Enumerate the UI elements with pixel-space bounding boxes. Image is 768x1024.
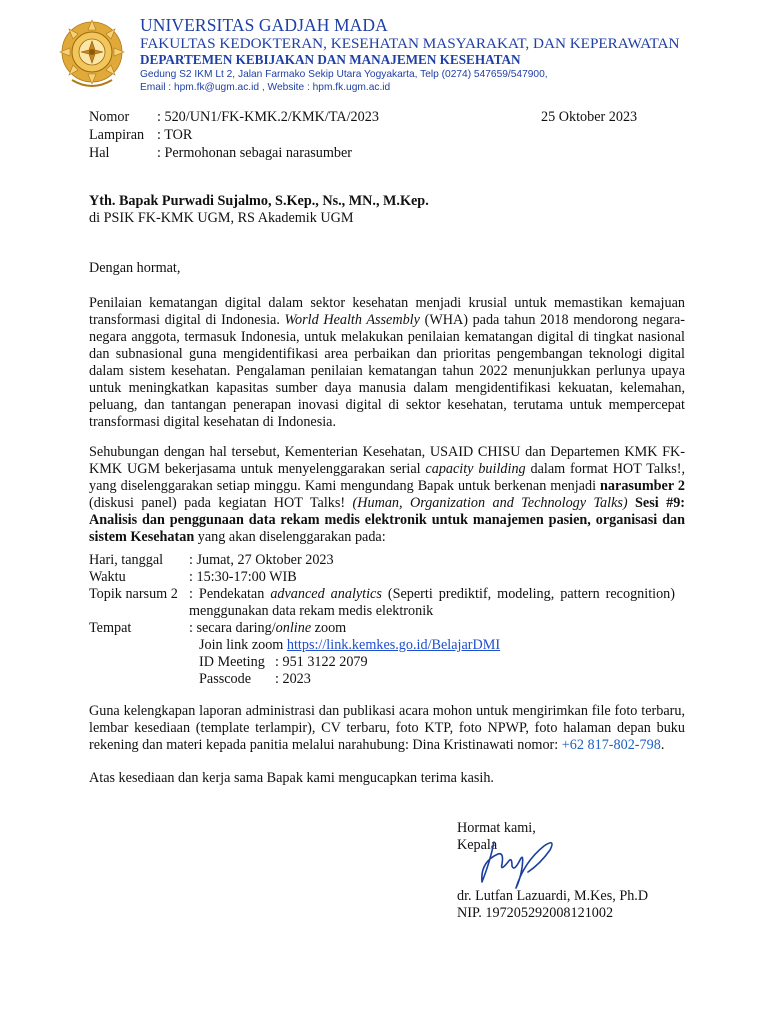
paragraph-intro — [89, 295, 685, 431]
para3-text-1: Guna kelengkapan laporan administrasi dan publikasi acara mohon untuk mengirimkan file foto terbaru, lembar kesediaan (template terlampir), CV terbaru, foto KTP, foto NPWP, foto halaman depan buku rekening dan materi kepada panitia melalui narahubung: Dina Kristinawati nomor: — [89, 703, 685, 753]
para2-text-1: Sehubungan dengan hal tersebut, Kementerian Kesehatan, USAID CHISU dan Departemen KMK FK-KMK UGM bekerjasama untuk menyelenggarakan serial — [89, 444, 685, 477]
department-name: DEPARTEMEN KEBIJAKAN DAN MANAJEMEN KESEHATAN — [140, 52, 521, 67]
detail-row-hari — [89, 552, 689, 569]
para2-italic-capacity: capacity building — [425, 461, 526, 477]
contact-line: Email : hpm.fk@ugm.ac.id , Website : hpm.fk.ugm.ac.id — [140, 82, 391, 93]
topik-text-2: (Seperti prediktif, modeling, pattern recognition) menggunakan data rekam medis elektronik — [189, 586, 675, 619]
tempat-text-1: : secara daring/ — [189, 620, 276, 636]
paragraph-requirements — [89, 703, 685, 754]
greeting: Dengan hormat, — [89, 260, 181, 276]
detail-row-topik — [89, 586, 689, 620]
letterhead — [56, 12, 696, 98]
tempat-value — [189, 620, 346, 637]
meeting-label: ID Meeting — [199, 654, 265, 670]
para2-text-4 — [628, 495, 635, 511]
signer-name: dr. Lutfan Lazuardi, M.Kes, Ph.D — [457, 888, 649, 904]
university-name: UNIVERSITAS GADJAH MADA — [140, 15, 388, 35]
regards-text: Hormat kami, — [457, 820, 536, 836]
topik-italic: advanced analytics — [270, 586, 382, 602]
event-details — [89, 552, 689, 688]
tempat-italic: online — [275, 620, 312, 636]
university-seal-icon — [56, 14, 128, 94]
paragraph-invitation — [89, 444, 685, 546]
para2-text-5: yang akan diselenggarakan pada: — [194, 529, 386, 545]
faculty-name: FAKULTAS KEDOKTERAN, KESEHATAN MASYARAKAT, DAN KEPERAWATAN — [140, 35, 680, 52]
recipient-location: di PSIK FK-KMK UGM, RS Akademik UGM — [89, 210, 354, 226]
waktu-label: Waktu — [89, 569, 126, 585]
hal-row — [89, 145, 649, 163]
para2-text-3: (diskusi panel) pada kegiatan HOT Talks! — [89, 495, 353, 511]
detail-row-join — [89, 637, 689, 654]
passcode-label: Passcode — [199, 671, 252, 687]
tempat-label: Tempat — [89, 620, 132, 636]
detail-row-tempat — [89, 620, 689, 637]
address-line: Gedung S2 IKM Lt 2, Jalan Farmako Sekip Utara Yogyakarta, Telp (0274) 547659/547900, — [140, 69, 548, 80]
topik-label: Topik narsum 2 — [89, 586, 178, 602]
waktu-value: : 15:30-17:00 WIB — [189, 569, 297, 585]
signer-title: Kepala — [457, 837, 498, 853]
para2-bold-session: Sesi #9: Analisis dan penggunaan data rekam medis elektronik untuk manajemen pasien, organisasi dan sistem Kesehatan — [89, 495, 686, 545]
nomor-value: : 520/UN1/FK-KMK.2/KMK/TA/2023 — [157, 109, 379, 125]
para2-text-2: dalam format HOT Talks!, yang diselenggarakan setiap minggu. Kami mengundang Bapak untuk berkenan menjadi — [89, 461, 685, 494]
detail-row-waktu — [89, 569, 689, 586]
detail-row-passcode — [89, 671, 689, 688]
join-value — [199, 637, 500, 654]
nomor-label: Nomor — [89, 109, 130, 125]
para1-italic-wha: World Health Assembly — [284, 312, 420, 328]
signer-nip: NIP. 197205292008121002 — [457, 905, 614, 921]
hari-label: Hari, tanggal — [89, 552, 164, 568]
detail-row-meeting — [89, 654, 689, 671]
recipient — [89, 193, 429, 227]
topik-text-1: : Pendekatan — [189, 586, 271, 602]
topik-value — [189, 586, 675, 620]
passcode-value: : 2023 — [275, 671, 311, 687]
para3-text-2: . — [660, 737, 665, 753]
para1-text-2: (WHA) pada tahun 2018 mendorong negara-negara anggota, termasuk Indonesia, untuk melakukan penilaian kematangan digital di tingkat nasional dan subnasional guna mengidentifikasi area perbaikan dan prioritas pengembangan teknologi digital dalam sistem kesehatan. Pengalaman penilaian kematangan tahun 2022 menunjukkan perlunya upaya untuk meningkatkan kapasitas sumber daya manusia dalam mengidentifikasi kekuatan, kelemahan, peluang, dan tantangan penerapan inovasi digital di sektor kesehatan, terutama untuk mempercepat transformasi digital kesehatan di Indonesia. — [89, 312, 685, 430]
hal-label: Hal — [89, 145, 110, 161]
lampiran-value: : TOR — [157, 127, 193, 143]
signer-info — [457, 888, 648, 922]
para2-bold-narasumber: narasumber 2 — [600, 478, 685, 494]
para2-italic-hot: (Human, Organization and Technology Talks) — [352, 495, 628, 511]
join-label: Join link zoom — [199, 637, 287, 653]
para1-text-1: Penilaian kematangan digital dalam sektor kesehatan menjadi krusial untuk memastikan kemajuan transformasi digital di Indonesia. — [89, 295, 685, 328]
hari-value: : Jumat, 27 Oktober 2023 — [189, 552, 334, 568]
zoom-link[interactable]: https://link.kemkes.go.id/BelajarDMI — [286, 637, 501, 653]
meeting-value: : 951 3122 2079 — [275, 654, 368, 670]
lampiran-row — [89, 127, 649, 145]
hal-value: : Permohonan sebagai narasumber — [157, 145, 353, 161]
recipient-name: Yth. Bapak Purwadi Sujalmo, S.Kep., Ns., MN., M.Kep. — [89, 193, 429, 209]
lampiran-label: Lampiran — [89, 127, 145, 143]
letter-date: 25 Oktober 2023 — [541, 109, 638, 125]
handwritten-signature-icon — [464, 832, 568, 890]
contact-phone-link[interactable]: +62 817-802-798 — [561, 737, 661, 753]
tempat-text-2: zoom — [311, 620, 347, 636]
closing-sentence: Atas kesediaan dan kerja sama Bapak kami mengucapkan terima kasih. — [89, 770, 494, 786]
